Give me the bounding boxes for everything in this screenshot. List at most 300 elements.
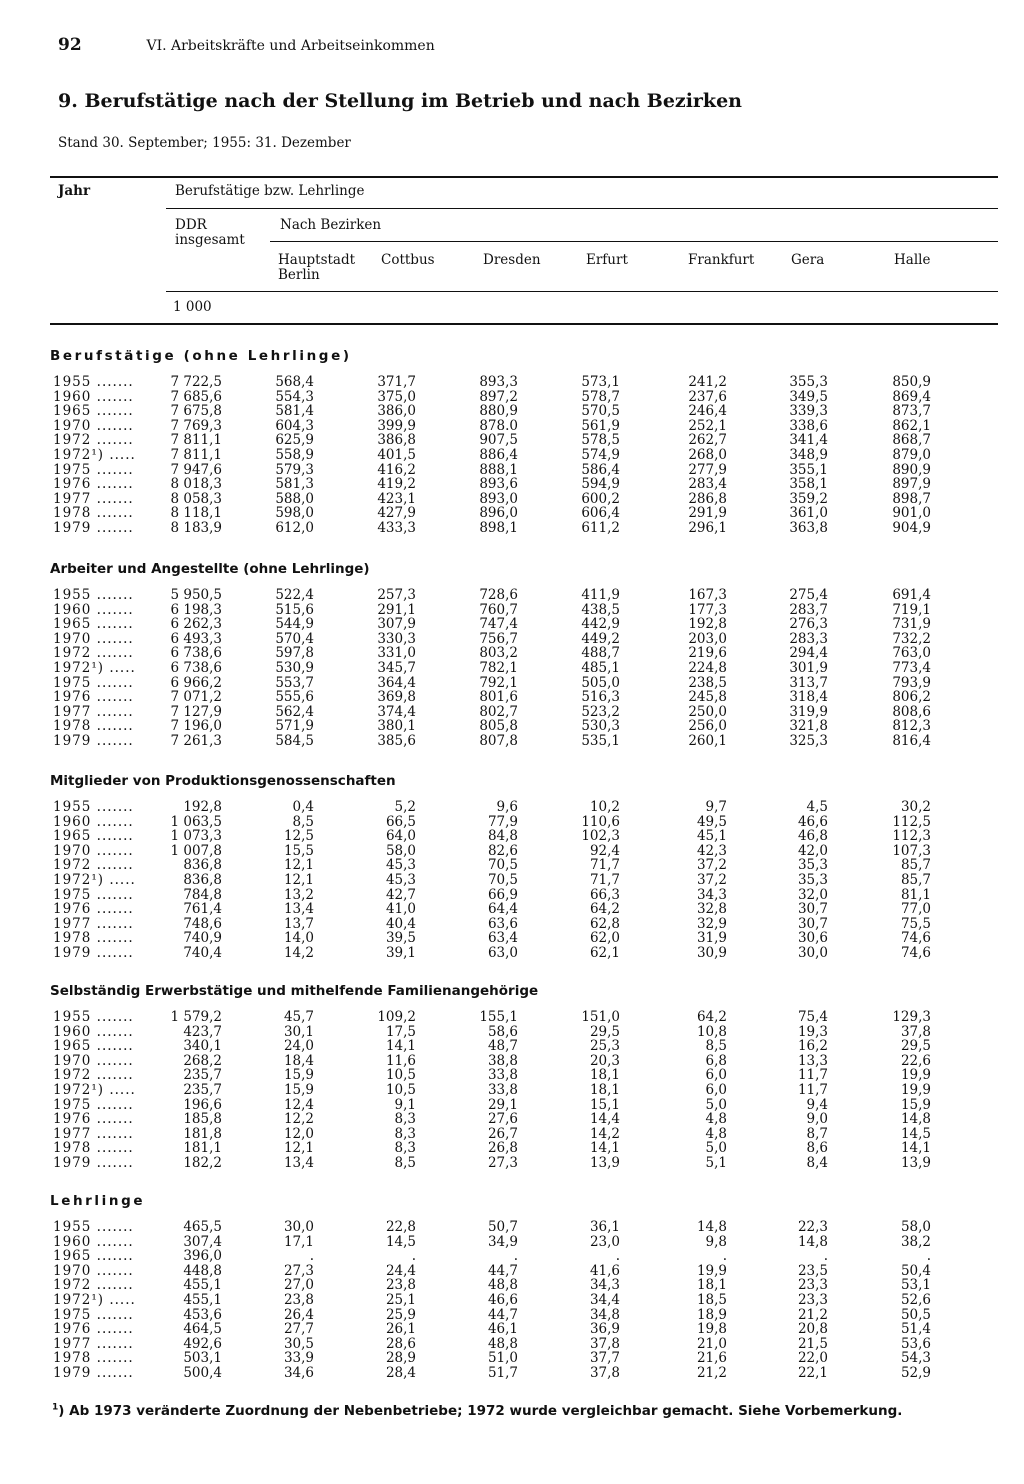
year-label: 1970 ....... [53,1262,134,1279]
value-cell: 345,7 [377,660,416,676]
table-row [0,1322,1024,1337]
value-cell: 385,6 [377,733,416,749]
value-cell: 23,8 [385,1277,416,1294]
value-cell: 611,2 [581,520,620,536]
year-label: 1977 ....... [53,1125,134,1142]
year-label: 1965 ....... [53,1038,134,1055]
value-cell: 37,8 [589,1335,620,1352]
value-cell: 48,8 [487,1335,518,1352]
year-label: 1960 ....... [53,601,134,618]
value-cell: 8 183,9 [170,520,222,536]
value-cell: 8,5 [292,813,314,830]
value-cell: 880,9 [479,403,518,420]
value-cell: 42,7 [385,886,416,903]
value-cell: 553,7 [275,674,314,691]
value-cell: 37,8 [900,1023,931,1040]
value-cell: 0,4 [292,799,314,815]
value-cell: 896,0 [479,505,518,522]
value-cell: 28,9 [385,1350,416,1367]
value-cell: 897,9 [892,476,931,493]
value-cell: 71,7 [589,857,620,874]
value-cell: 7 685,6 [170,388,222,405]
year-label: 1970 ....... [53,842,134,859]
value-cell: 276,3 [789,616,828,633]
year-label: 1960 ....... [53,1233,134,1250]
header-halle: Halle [894,252,931,268]
value-cell: 836,8 [183,857,222,874]
year-label: 1979 ....... [53,733,134,749]
year-label: 1972 ....... [53,1277,134,1294]
table-row [0,1010,1024,1025]
value-cell: 359,2 [789,490,828,507]
value-cell: 257,3 [377,587,416,603]
value-cell: 803,2 [479,645,518,662]
value-cell: 12,5 [283,828,314,845]
value-cell: 81,1 [900,886,931,903]
value-cell: 49,5 [696,813,727,830]
value-cell: 423,7 [183,1023,222,1040]
value-cell: 8 058,3 [170,490,222,507]
value-cell: 14,1 [900,1140,931,1157]
value-cell: 219,6 [688,645,727,662]
value-cell: 50,4 [900,1262,931,1279]
value-cell: 850,9 [892,374,931,390]
year-label: 1955 ....... [53,587,134,603]
year-label: 1970 ....... [53,1052,134,1069]
table-row [0,375,1024,390]
value-cell: 35,3 [797,857,828,874]
value-cell: 578,7 [581,388,620,405]
value-cell: 268,2 [183,1052,222,1069]
value-cell: 27,0 [283,1277,314,1294]
value-cell: 21,2 [696,1365,727,1381]
value-cell: 44,7 [487,1306,518,1323]
value-cell: 782,1 [479,660,518,676]
value-cell: 6,0 [705,1082,727,1098]
value-cell: 235,7 [183,1067,222,1084]
value-cell: 11,7 [797,1082,828,1098]
section-title: Mitglieder von Produktionsgenossenschaften [50,773,396,789]
value-cell: 578,5 [581,432,620,449]
value-cell: 33,8 [487,1082,518,1098]
value-cell: 747,4 [479,616,518,633]
value-cell: 4,8 [705,1125,727,1142]
value-cell: 48,7 [487,1038,518,1055]
header-ddr-line2: insgesamt [175,232,245,248]
value-cell: 14,5 [900,1125,931,1142]
header-berlin [278,253,355,283]
value-cell: 19,9 [696,1262,727,1279]
value-cell: 252,1 [688,417,727,434]
value-cell: 46,1 [487,1321,518,1338]
value-cell: 45,7 [283,1009,314,1025]
value-cell: 9,1 [394,1096,416,1113]
section-title: Berufstätige (ohne Lehrlinge) [50,348,352,364]
year-label: 1960 ....... [53,813,134,830]
value-cell: 13,9 [589,1155,620,1171]
value-cell: 85,7 [900,857,931,874]
table-row [0,1083,1024,1098]
year-label: 1979 ....... [53,1155,134,1171]
value-cell: 5,2 [394,799,416,815]
table-row [0,1156,1024,1171]
value-cell: 12,1 [283,857,314,874]
value-cell: 8,6 [806,1140,828,1157]
value-cell: 416,2 [377,461,416,478]
header-ddr-line1: DDR [175,217,207,233]
value-cell: 568,4 [275,374,314,390]
value-cell: 192,8 [183,799,222,815]
value-cell: . [722,1248,727,1265]
value-cell: 74,6 [900,945,931,961]
value-cell: 740,4 [183,945,222,961]
value-cell: 286,8 [688,490,727,507]
value-cell: 523,2 [581,703,620,720]
value-cell: 22,1 [797,1365,828,1381]
value-cell: 756,7 [479,630,518,647]
value-cell: 30,2 [900,799,931,815]
value-cell: 34,3 [696,886,727,903]
value-cell: 38,8 [487,1052,518,1069]
table-row [0,1112,1024,1127]
header-nach-bezirken: Nach Bezirken [280,217,382,233]
value-cell: 13,2 [283,886,314,903]
year-label: 1972¹) ..... [53,872,136,888]
value-cell: 34,3 [589,1277,620,1294]
table-row [0,661,1024,676]
value-cell: 8,7 [806,1125,828,1142]
value-cell: 862,1 [892,417,931,434]
value-cell: 505,0 [581,674,620,691]
year-label: 1975 ....... [53,1096,134,1113]
value-cell: 1 073,3 [170,828,222,845]
value-cell: 530,3 [581,718,620,735]
value-cell: 27,3 [283,1262,314,1279]
value-cell: 63,4 [487,930,518,947]
table-row [0,1351,1024,1366]
table-row [0,1039,1024,1054]
year-label: 1960 ....... [53,388,134,405]
value-cell: 30,9 [696,945,727,961]
value-cell: 53,6 [900,1335,931,1352]
value-cell: 19,3 [797,1023,828,1040]
value-cell: 40,4 [385,915,416,932]
value-cell: 427,9 [377,505,416,522]
value-cell: 731,9 [892,616,931,633]
value-cell: 33,9 [283,1350,314,1367]
table-row [0,521,1024,536]
value-cell: 455,1 [183,1277,222,1294]
table-row [0,1366,1024,1381]
value-cell: 5,0 [705,1096,727,1113]
value-cell: 63,0 [487,945,518,961]
value-cell: 574,9 [581,447,620,463]
table-row [0,603,1024,618]
value-cell: 277,9 [688,461,727,478]
value-cell: 31,9 [696,930,727,947]
value-cell: 155,1 [479,1009,518,1025]
table-row [0,1068,1024,1083]
table-row [0,1220,1024,1235]
value-cell: 740,9 [183,930,222,947]
value-cell: 348,9 [789,447,828,463]
year-label: 1972¹) ..... [53,447,136,463]
value-cell: 71,7 [589,872,620,888]
value-cell: 22,8 [385,1219,416,1235]
value-cell: 579,3 [275,461,314,478]
value-cell: 37,8 [589,1365,620,1381]
value-cell: 9,7 [705,799,727,815]
value-cell: 45,3 [385,872,416,888]
table-row [0,888,1024,903]
value-cell: 7 769,3 [170,417,222,434]
table-row [0,917,1024,932]
value-cell: 307,4 [183,1233,222,1250]
year-label: 1965 ....... [53,828,134,845]
value-cell: 62,8 [589,915,620,932]
value-cell: 893,6 [479,476,518,493]
value-cell: 465,5 [183,1219,222,1235]
value-cell: 396,0 [183,1248,222,1265]
value-cell: 62,0 [589,930,620,947]
year-label: 1976 ....... [53,1111,134,1128]
value-cell: 177,3 [688,601,727,618]
year-label: 1972 ....... [53,857,134,874]
value-cell: 570,4 [275,630,314,647]
table-row [0,719,1024,734]
value-cell: 23,3 [797,1277,828,1294]
value-cell: 268,0 [688,447,727,463]
value-cell: 12,1 [283,872,314,888]
value-cell: 46,6 [487,1292,518,1308]
year-label: 1976 ....... [53,901,134,918]
year-label: 1972 ....... [53,432,134,449]
year-label: 1972 ....... [53,1067,134,1084]
value-cell: 14,1 [385,1038,416,1055]
value-cell: 22,3 [797,1219,828,1235]
value-cell: 7 947,6 [170,461,222,478]
value-cell: 801,6 [479,689,518,706]
value-cell: 612,0 [275,520,314,536]
value-cell: 339,3 [789,403,828,420]
group-rule [166,208,998,209]
value-cell: 364,4 [377,674,416,691]
value-cell: 301,9 [789,660,828,676]
value-cell: 355,3 [789,374,828,390]
value-cell: 23,0 [589,1233,620,1250]
value-cell: 85,7 [900,872,931,888]
value-cell: 600,2 [581,490,620,507]
header-frankfurt: Frankfurt [688,252,755,268]
bezirke-rule [270,241,998,242]
value-cell: 21,2 [797,1306,828,1323]
year-label: 1977 ....... [53,490,134,507]
value-cell: 54,3 [900,1350,931,1367]
value-cell: 24,0 [283,1038,314,1055]
year-label: 1960 ....... [53,1023,134,1040]
table-row [0,946,1024,961]
value-cell: 48,8 [487,1277,518,1294]
value-cell: 185,8 [183,1111,222,1128]
value-cell: 63,6 [487,915,518,932]
table-row [0,1278,1024,1293]
value-cell: 464,5 [183,1321,222,1338]
value-cell: 38,2 [900,1233,931,1250]
value-cell: 29,1 [487,1096,518,1113]
value-cell: 893,3 [479,374,518,390]
value-cell: 51,7 [487,1365,518,1381]
value-cell: 21,5 [797,1335,828,1352]
header-cottbus: Cottbus [381,252,435,268]
value-cell: 7 127,9 [170,703,222,720]
value-cell: 792,1 [479,674,518,691]
footnote-text: ) Ab 1973 veränderte Zuordnung der Nebenbetriebe; 1972 wurde vergleichbar gemacht. Siehe Vorbemerkung. [58,1403,903,1419]
value-cell: 7 811,1 [170,432,222,449]
table-row [0,506,1024,521]
value-cell: 9,4 [806,1096,828,1113]
value-cell: 307,9 [377,616,416,633]
value-cell: 51,0 [487,1350,518,1367]
chapter-title: VI. Arbeitskräfte und Arbeitseinkommen [146,38,435,54]
value-cell: 816,4 [892,733,931,749]
value-cell: 4,5 [806,799,828,815]
value-cell: 30,7 [797,901,828,918]
value-cell: 92,4 [589,842,620,859]
value-cell: 14,8 [696,1219,727,1235]
value-cell: 773,4 [892,660,931,676]
value-cell: 29,5 [900,1038,931,1055]
value-cell: 275,4 [789,587,828,603]
value-cell: 12,2 [283,1111,314,1128]
value-cell: 6 966,2 [170,674,222,691]
value-cell: 319,9 [789,703,828,720]
value-cell: 58,0 [385,842,416,859]
value-cell: 594,9 [581,476,620,493]
value-cell: 41,0 [385,901,416,918]
value-cell: 5,1 [705,1155,727,1171]
value-cell: 36,1 [589,1219,620,1235]
table-row [0,433,1024,448]
table-row [0,676,1024,691]
value-cell: 77,9 [487,813,518,830]
value-cell: 555,6 [275,689,314,706]
value-cell: 763,0 [892,645,931,662]
value-cell: 325,3 [789,733,828,749]
value-cell: 151,0 [581,1009,620,1025]
table-row [0,690,1024,705]
value-cell: 294,4 [789,645,828,662]
value-cell: . [615,1248,620,1265]
value-cell: 33,8 [487,1067,518,1084]
table-row [0,1264,1024,1279]
value-cell: 570,5 [581,403,620,420]
table-row [0,1025,1024,1040]
year-label: 1972¹) ..... [53,660,136,676]
value-cell: 338,6 [789,417,828,434]
value-cell: 245,8 [688,689,727,706]
table-row [0,632,1024,647]
value-cell: 34,8 [589,1306,620,1323]
value-cell: 14,2 [589,1125,620,1142]
value-cell: 386,8 [377,432,416,449]
value-cell: 30,1 [283,1023,314,1040]
value-cell: 20,3 [589,1052,620,1069]
value-cell: 719,1 [892,601,931,618]
value-cell: 7 811,1 [170,447,222,463]
value-cell: 6,0 [705,1067,727,1084]
value-cell: 355,1 [789,461,828,478]
value-cell: 7 071,2 [170,689,222,706]
value-cell: 878.0 [479,417,518,434]
value-cell: 237,6 [688,388,727,405]
value-cell: 112,3 [892,828,931,845]
table-row [0,1098,1024,1113]
value-cell: 64,2 [589,901,620,918]
header-bottom-rule [50,323,998,325]
table-row [0,1308,1024,1323]
value-cell: 371,7 [377,374,416,390]
value-cell: 21,0 [696,1335,727,1352]
table-row [0,829,1024,844]
value-cell: 907,5 [479,432,518,449]
value-cell: 37,2 [696,857,727,874]
header-erfurt: Erfurt [586,252,628,268]
year-label: 1976 ....... [53,476,134,493]
value-cell: 58,0 [900,1219,931,1235]
value-cell: 37,7 [589,1350,620,1367]
table-title: 9. Berufstätige nach der Stellung im Betrieb und nach Bezirken [58,90,742,112]
value-cell: 14,8 [797,1233,828,1250]
value-cell: 1 579,2 [170,1009,222,1025]
value-cell: 313,7 [789,674,828,691]
value-cell: 28,4 [385,1365,416,1381]
value-cell: 879,0 [892,447,931,463]
table-row [0,1337,1024,1352]
value-cell: 8,5 [394,1155,416,1171]
year-label: 1977 ....... [53,915,134,932]
table-row [0,646,1024,661]
value-cell: 84,8 [487,828,518,845]
value-cell: 34,6 [283,1365,314,1381]
value-cell: 581,4 [275,403,314,420]
year-label: 1972 ....... [53,645,134,662]
value-cell: 34,4 [589,1292,620,1308]
value-cell: 12,0 [283,1125,314,1142]
value-cell: 35,3 [797,872,828,888]
header-berlin-line2: Berlin [278,267,320,283]
header-dresden: Dresden [483,252,541,268]
value-cell: 868,7 [892,432,931,449]
value-cell: 492,6 [183,1335,222,1352]
value-cell: 530,9 [275,660,314,676]
value-cell: 45,3 [385,857,416,874]
table-row [0,902,1024,917]
value-cell: 898,1 [479,520,518,536]
value-cell: 181,1 [183,1140,222,1157]
value-cell: 598,0 [275,505,314,522]
value-cell: 806,2 [892,689,931,706]
page-header [58,35,435,55]
value-cell: 110,6 [581,813,620,830]
value-cell: 14,1 [589,1140,620,1157]
value-cell: 50,7 [487,1219,518,1235]
value-cell: 18,9 [696,1306,727,1323]
value-cell: 558,9 [275,447,314,463]
value-cell: 361,0 [789,505,828,522]
value-cell: 23,3 [797,1292,828,1308]
value-cell: 291,9 [688,505,727,522]
value-cell: 6 738,6 [170,645,222,662]
